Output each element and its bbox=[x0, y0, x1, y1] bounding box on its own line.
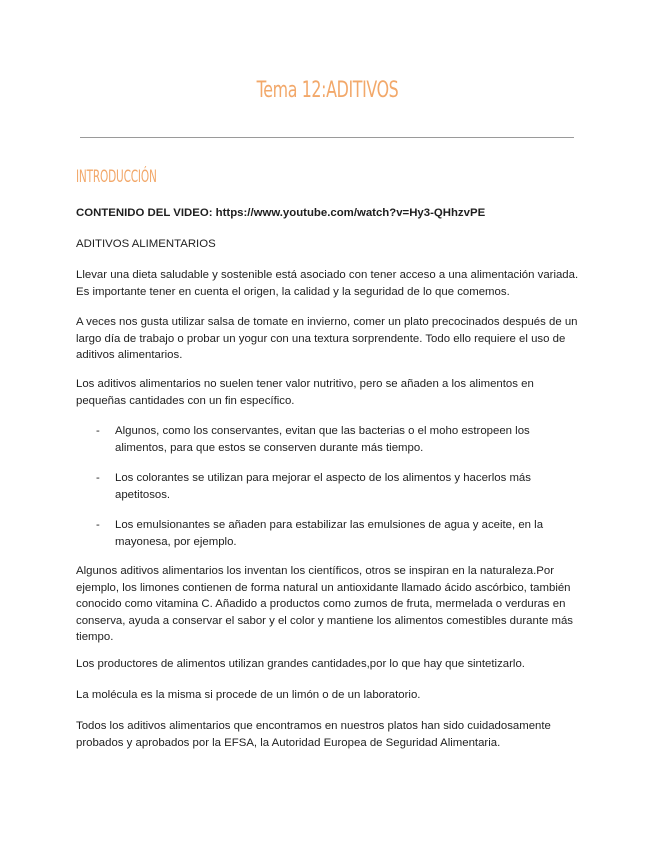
paragraph: A veces nos gusta utilizar salsa de tomate en invierno, comer un plato precocinados después de un largo día de trabajo o probar un yogur con una textura sorprendente. Todo ello requiere el uso de aditivos alimentarios. bbox=[76, 316, 578, 361]
list-item-text: Algunos, como los conservantes, evitan que las bacterias o el moho estropeen los alimentos, para que estos se conserven durante más tiempo. bbox=[115, 425, 530, 454]
horizontal-divider bbox=[80, 137, 574, 138]
page-title: Tema 12:ADITIVOS bbox=[256, 78, 399, 103]
paragraph: Llevar una dieta saludable y sostenible está asociado con tener acceso a una alimentación variada. Es importante tener en cuenta el origen, la calidad y la seguridad de lo que comemos. bbox=[76, 269, 579, 298]
paragraph: Los aditivos alimentarios no suelen tener valor nutritivo, pero se añaden a los alimentos en pequeñas cantidades con un fin específico. bbox=[76, 378, 534, 407]
paragraph: Algunos aditivos alimentarios los inventan los científicos, otros se inspiran en la naturaleza.Por ejemplo, los limones contienen de forma natural un antioxidante llamado ácido ascórbico, también conocido como vitamina C. Añadido a productos como zumos de fruta, mermelada o verduras en conserva, ayuda a conservar el sabor y el color y mantiene los alimentos comestibles durante más tiempo. bbox=[76, 565, 573, 643]
list-item-text: Los colorantes se utilizan para mejorar el aspecto de los alimentos y hacerlos más apetitosos. bbox=[115, 472, 531, 501]
paragraph: Los productores de alimentos utilizan grandes cantidades,por lo que hay que sintetizarlo. bbox=[76, 658, 525, 670]
list-item bbox=[76, 470, 581, 503]
bullet-marker: - bbox=[96, 425, 100, 437]
list-item bbox=[76, 423, 581, 456]
bullet-list bbox=[76, 423, 581, 564]
bullet-marker: - bbox=[96, 472, 100, 484]
video-line: CONTENIDO DEL VIDEO: https://www.youtube.com/watch?v=Hy3-QHhzvPE bbox=[76, 207, 486, 219]
paragraph: La molécula es la misma si procede de un limón o de un laboratorio. bbox=[76, 689, 421, 701]
section-heading: INTRODUCCIÓN bbox=[76, 167, 157, 187]
list-item bbox=[76, 517, 581, 550]
subheading: ADITIVOS ALIMENTARIOS bbox=[76, 238, 216, 250]
list-item-text: Los emulsionantes se añaden para estabilizar las emulsiones de agua y aceite, en la mayonesa, por ejemplo. bbox=[115, 519, 544, 548]
paragraph: Todos los aditivos alimentarios que encontramos en nuestros platos han sido cuidadosamente probados y aprobados por la EFSA, la Autoridad Europea de Seguridad Alimentaria. bbox=[76, 720, 551, 749]
bullet-marker: - bbox=[96, 519, 100, 531]
